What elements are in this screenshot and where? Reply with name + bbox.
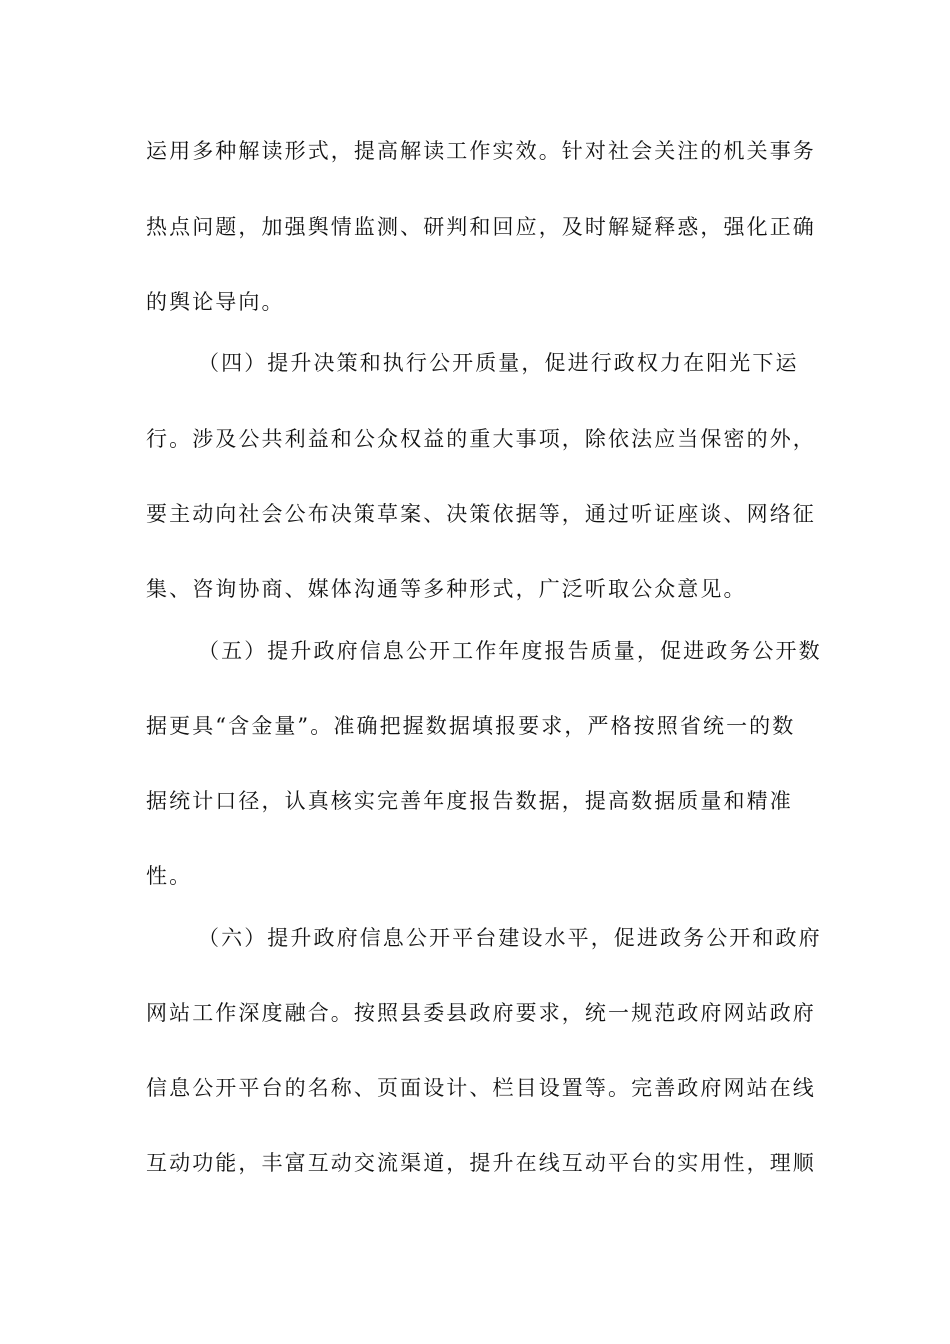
text-line: 要主动向社会公布决策草案、决策依据等，通过听证座谈、网络征 (146, 502, 816, 526)
text-line: 热点问题，加强舆情监测、研判和回应，及时解疑释惑，强化正确 (146, 215, 816, 239)
text-line: 性。 (146, 864, 193, 888)
text-line: 集、咨询协商、媒体沟通等多种形式，广泛听取公众意见。 (146, 577, 747, 601)
section-heading-4: （四）提升决策和执行公开质量，促进行政权力在阳光下运 (198, 351, 799, 375)
text-line: 互动功能，丰富互动交流渠道，提升在线互动平台的实用性，理顺 (146, 1151, 816, 1175)
section-heading-5: （五）提升政府信息公开工作年度报告质量，促进政务公开数 (198, 639, 822, 663)
text-line: 据更具“含金量”。准确把握数据填报要求，严格按照省统一的数 (146, 714, 796, 738)
text-line: 网站工作深度融合。按照县委县政府要求，统一规范政府网站政府 (146, 1001, 816, 1025)
text-line: 据统计口径，认真核实完善年度报告数据，提高数据质量和精准 (146, 789, 793, 813)
text-line: 运用多种解读形式，提高解读工作实效。针对社会关注的机关事务 (146, 139, 816, 163)
section-heading-6: （六）提升政府信息公开平台建设水平，促进政务公开和政府 (198, 926, 822, 950)
text-line: 行。涉及公共利益和公众权益的重大事项，除依法应当保密的外， (146, 427, 816, 451)
text-line: 的舆论导向。 (146, 290, 285, 314)
text-line: 信息公开平台的名称、页面设计、栏目设置等。完善政府网站在线 (146, 1076, 816, 1100)
